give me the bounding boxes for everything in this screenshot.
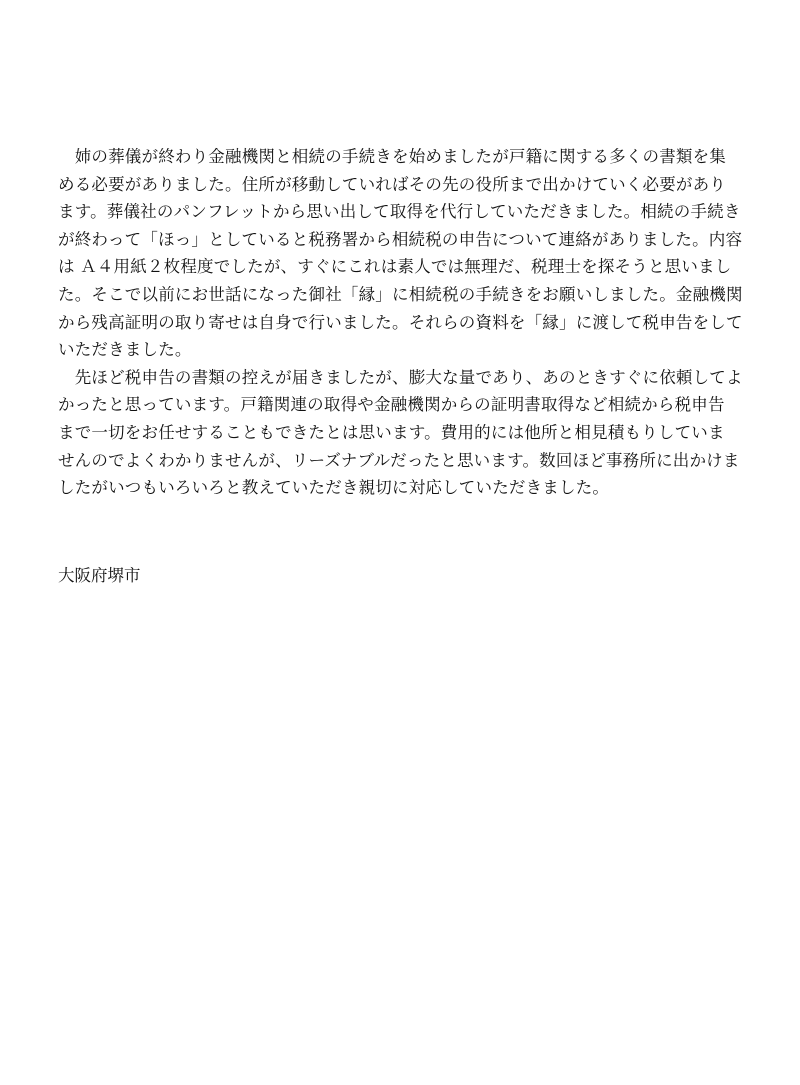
text-line: が終わって「ほっ」としていると税務署から相続税の申告について連絡がありました。内容: [58, 229, 743, 249]
signature-location: 大阪府堺市: [58, 566, 141, 585]
text-line: せんのでよくわかりませんが、リーズナブルだったと思います。数回ほど事務所に出かけま: [58, 450, 740, 470]
text-line: は Ａ４用紙２枚程度でしたが、すぐにこれは素人では無理だ、税理士を探そうと思いまし: [58, 257, 732, 277]
text-line: から残高証明の取り寄せは自身で行いました。それらの資料を「縁」に渡して税申告をして: [58, 312, 743, 332]
text-line: た。そこで以前にお世話になった御社「縁」に相続税の手続きをお願いしました。金融機関: [58, 284, 743, 304]
text-line: いただきました。: [58, 340, 192, 360]
text-line: 姉の葬儀が終わり金融機関と相続の手続きを始めましたが戸籍に関する多くの書類を集: [58, 147, 726, 166]
text-line: ます。葬儀社のパンフレットから思い出して取得を代行していただきました。相続の手続き: [58, 202, 741, 222]
text-line: まで一切をお任せすることもできたとは思います。費用的には他所と相見積もりしていま: [58, 422, 725, 442]
testimonial-text: [58, 143, 758, 502]
text-line: かったと思っています。戸籍関連の取得や金融機関からの証明書取得など相続から税申告: [58, 395, 725, 415]
text-line: める必要がありました。住所が移動していればその先の役所まで出かけていく必要があり: [58, 174, 726, 194]
text-line: したがいつもいろいろと教えていただき親切に対応していただきました。: [58, 478, 610, 498]
text-line: 先ほど税申告の書類の控えが届きましたが、膨大な量であり、あのときすぐに依頼してよ: [58, 367, 743, 387]
